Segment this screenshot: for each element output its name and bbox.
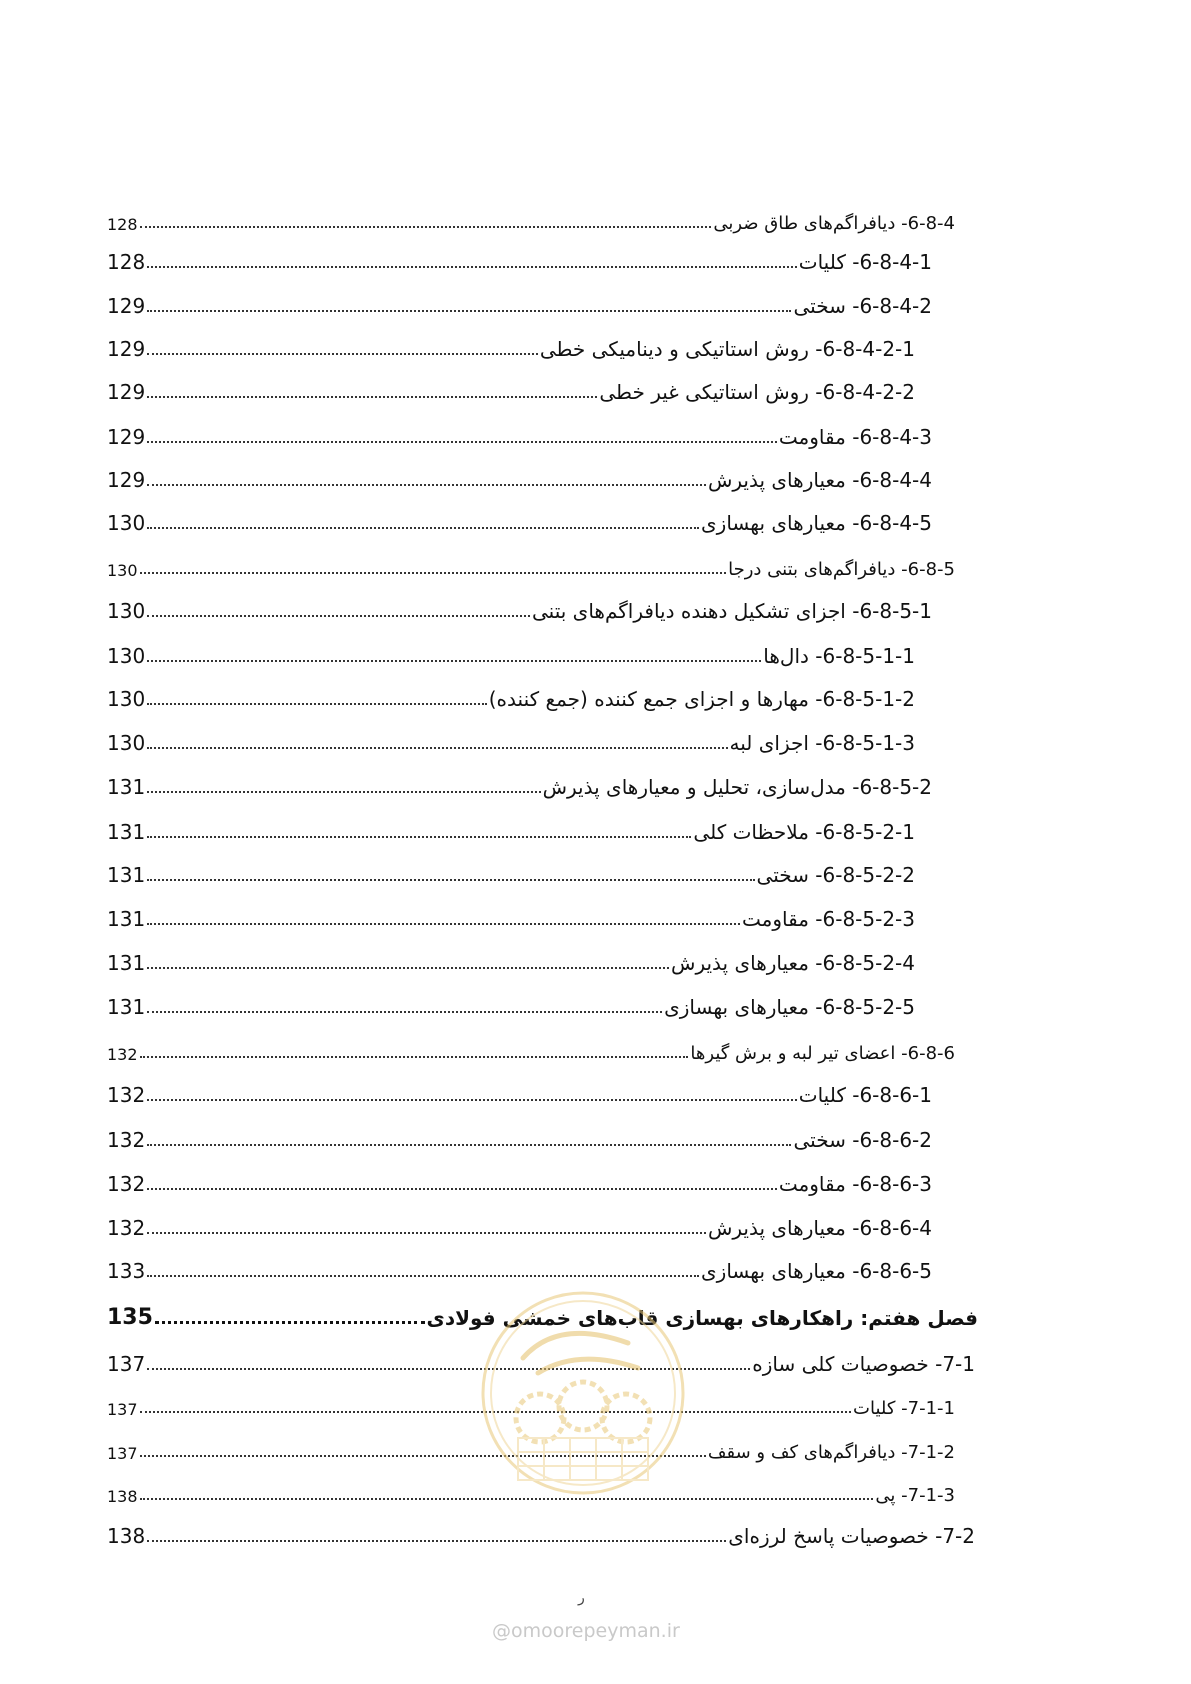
- toc-entry-page-number: 138: [107, 1487, 138, 1506]
- toc-dot-leader: [140, 571, 727, 574]
- toc-dot-leader: [147, 440, 777, 443]
- toc-entry-page-number: 132: [107, 1045, 138, 1064]
- toc-entry-page-number: 130: [107, 561, 138, 580]
- toc-entry-page-number: 129: [107, 468, 146, 492]
- toc-entry-page-number: 137: [107, 1352, 146, 1376]
- toc-entry-title: 6-8-6-3- مقاومت: [778, 1172, 932, 1196]
- toc-entry-title: 6-8-5-2-4- معیارهای پذیرش: [671, 951, 915, 975]
- toc-dot-leader: [140, 225, 712, 228]
- toc-entry-page-number: 132: [107, 1216, 146, 1240]
- toc-entry: [107, 415, 932, 449]
- toc-entry-page-number: 132: [107, 1083, 146, 1107]
- toc-entry-title: 6-8-5-2-3- مقاومت: [741, 907, 915, 931]
- toc-entry-page-number: 130: [107, 731, 146, 755]
- toc-entry: [107, 634, 915, 668]
- toc-entry-title: 6-8-4-3- مقاومت: [778, 425, 932, 449]
- toc-entry-page-number: 133: [107, 1259, 146, 1283]
- toc-entry-page-number: 131: [107, 907, 146, 931]
- toc-entry-page-number: 130: [107, 687, 146, 711]
- toc-dot-leader: [147, 1098, 797, 1101]
- toc-entry-title: 6-8-5-1-1- دال‌ها: [763, 644, 915, 668]
- toc-entry: [107, 1030, 955, 1064]
- watermark-url: @omoorepeyman.ir: [492, 1620, 680, 1642]
- toc-entry-page-number: 128: [107, 250, 146, 274]
- toc-entry-page-number: 128: [107, 215, 138, 234]
- toc-dot-leader: [155, 1320, 425, 1324]
- toc-dot-leader: [147, 746, 727, 749]
- toc-dot-leader: [147, 659, 761, 662]
- toc-entry-title: 6-8-6-4- معیارهای پذیرش: [707, 1216, 932, 1240]
- toc-entry: [107, 1249, 932, 1283]
- toc-entry-title: 6-8-4- دیافراگم‌های طاق ضربی: [713, 213, 955, 234]
- toc-dot-leader: [147, 614, 530, 617]
- toc-entry: [107, 1162, 932, 1196]
- toc-entry-page-number: 130: [107, 599, 146, 623]
- watermark-logo: [478, 1288, 688, 1498]
- toc-entry-title: 6-8-6-2- سختی: [793, 1128, 932, 1152]
- toc-entry: [107, 501, 932, 535]
- toc-entry: [107, 853, 915, 887]
- toc-dot-leader: [147, 1010, 662, 1013]
- toc-dot-leader: [140, 1055, 689, 1058]
- toc-dot-leader: [147, 702, 487, 705]
- toc-entry-page-number: 131: [107, 995, 146, 1019]
- toc-entry: [107, 765, 932, 799]
- toc-entry: [107, 370, 915, 404]
- toc-dot-leader: [147, 790, 540, 793]
- toc-entry: [107, 897, 915, 931]
- toc-dot-leader: [147, 878, 754, 881]
- toc-entry: [107, 1514, 975, 1548]
- toc-entry-page-number: 131: [107, 951, 146, 975]
- toc-entry-title: 6-8-5-2-2- سختی: [756, 863, 915, 887]
- toc-entry-page-number: 129: [107, 425, 146, 449]
- toc-entry-page-number: 129: [107, 337, 146, 361]
- toc-entry: [107, 200, 955, 234]
- toc-entry: [107, 458, 932, 492]
- toc-dot-leader: [147, 526, 699, 529]
- toc-entry: [107, 589, 932, 623]
- toc-entry-title: 6-8-4-2-2- روش استاتیکی غیر خطی: [599, 380, 915, 404]
- toc-entry-title: 6-8-5-1-3- اجزای لبه: [729, 731, 915, 755]
- toc-entry-title: 6-8-5-1- اجزای تشکیل دهنده دیافراگم‌های بتنی: [532, 599, 932, 623]
- toc-entry-title: 6-8-5-2-5- معیارهای بهسازی: [664, 995, 915, 1019]
- toc-entry-page-number: 129: [107, 380, 146, 404]
- toc-entry: [107, 546, 955, 580]
- toc-entry: [107, 1206, 932, 1240]
- toc-entry-page-number: 135: [107, 1305, 153, 1330]
- toc-entry-title: 7-1-3- پی: [875, 1485, 955, 1506]
- toc-entry-title: 6-8-5-2- مدل‌سازی، تحلیل و معیارهای پذیرش: [542, 775, 932, 799]
- toc-entry-title: 6-8-4-4- معیارهای پذیرش: [707, 468, 932, 492]
- toc-dot-leader: [147, 1274, 699, 1277]
- toc-entry-title: 7-1- خصوصیات کلی سازه: [752, 1352, 975, 1376]
- toc-dot-leader: [147, 1187, 777, 1190]
- toc-entry-title: 6-8-4-5- معیارهای بهسازی: [701, 511, 932, 535]
- page-number: ر: [578, 1590, 585, 1606]
- toc-entry: [107, 810, 915, 844]
- toc-entry-title: 7-1-2- دیافراگم‌های کف و سقف: [707, 1442, 955, 1463]
- toc-entry: [107, 721, 915, 755]
- toc-entry: [107, 240, 932, 274]
- toc-entry-page-number: 131: [107, 775, 146, 799]
- toc-dot-leader: [147, 395, 597, 398]
- toc-dot-leader: [147, 1231, 706, 1234]
- toc-entry-title: فصل هفتم: راهکارهای بهسازی قاب‌های خمشی فولادی: [426, 1306, 978, 1330]
- toc-dot-leader: [147, 265, 797, 268]
- toc-entry-title: 6-8-5-1-2- مهارها و اجزای جمع کننده (جمع کننده): [488, 687, 915, 711]
- toc-entry-page-number: 131: [107, 820, 146, 844]
- toc-dot-leader: [147, 1539, 726, 1542]
- toc-entry-title: 6-8-5-2-1- ملاحظات کلی: [693, 820, 915, 844]
- toc-entry-page-number: 130: [107, 511, 146, 535]
- toc-entry-title: 6-8-4-1- کلیات: [798, 250, 932, 274]
- toc-entry-page-number: 138: [107, 1524, 146, 1548]
- toc-entry: [107, 284, 932, 318]
- toc-entry-title: 6-8-5- دیافراگم‌های بتنی درجا: [728, 559, 955, 580]
- toc-entry-title: 6-8-4-2- سختی: [793, 294, 932, 318]
- toc-dot-leader: [147, 352, 538, 355]
- toc-dot-leader: [147, 309, 791, 312]
- toc-entry: [107, 327, 915, 361]
- toc-entry-title: 6-8-6-1- کلیات: [798, 1083, 932, 1107]
- toc-entry-title: 6-8-6- اعضای تیر لبه و برش گیرها: [690, 1043, 955, 1064]
- toc-entry-page-number: 129: [107, 294, 146, 318]
- toc-entry-page-number: 137: [107, 1400, 138, 1419]
- toc-dot-leader: [147, 922, 740, 925]
- toc-dot-leader: [147, 966, 669, 969]
- toc-entry: [107, 985, 915, 1019]
- toc-entry-title: 7-1-1- کلیات: [853, 1398, 955, 1419]
- toc-entry-title: 6-8-6-5- معیارهای بهسازی: [701, 1259, 932, 1283]
- toc-entry: [107, 1118, 932, 1152]
- toc-dot-leader: [147, 1143, 791, 1146]
- toc-dot-leader: [147, 483, 706, 486]
- toc-entry: [107, 677, 915, 711]
- toc-entry-page-number: 137: [107, 1444, 138, 1463]
- toc-entry: [107, 1073, 932, 1107]
- toc-entry-title: 6-8-4-2-1- روش استاتیکی و دینامیکی خطی: [539, 337, 915, 361]
- toc-dot-leader: [147, 835, 691, 838]
- toc-entry-page-number: 131: [107, 863, 146, 887]
- toc-entry-title: 7-2- خصوصیات پاسخ لرزه‌ای: [728, 1524, 975, 1548]
- toc-entry-page-number: 132: [107, 1128, 146, 1152]
- toc-entry-page-number: 132: [107, 1172, 146, 1196]
- toc-entry: [107, 941, 915, 975]
- toc-entry-page-number: 130: [107, 644, 146, 668]
